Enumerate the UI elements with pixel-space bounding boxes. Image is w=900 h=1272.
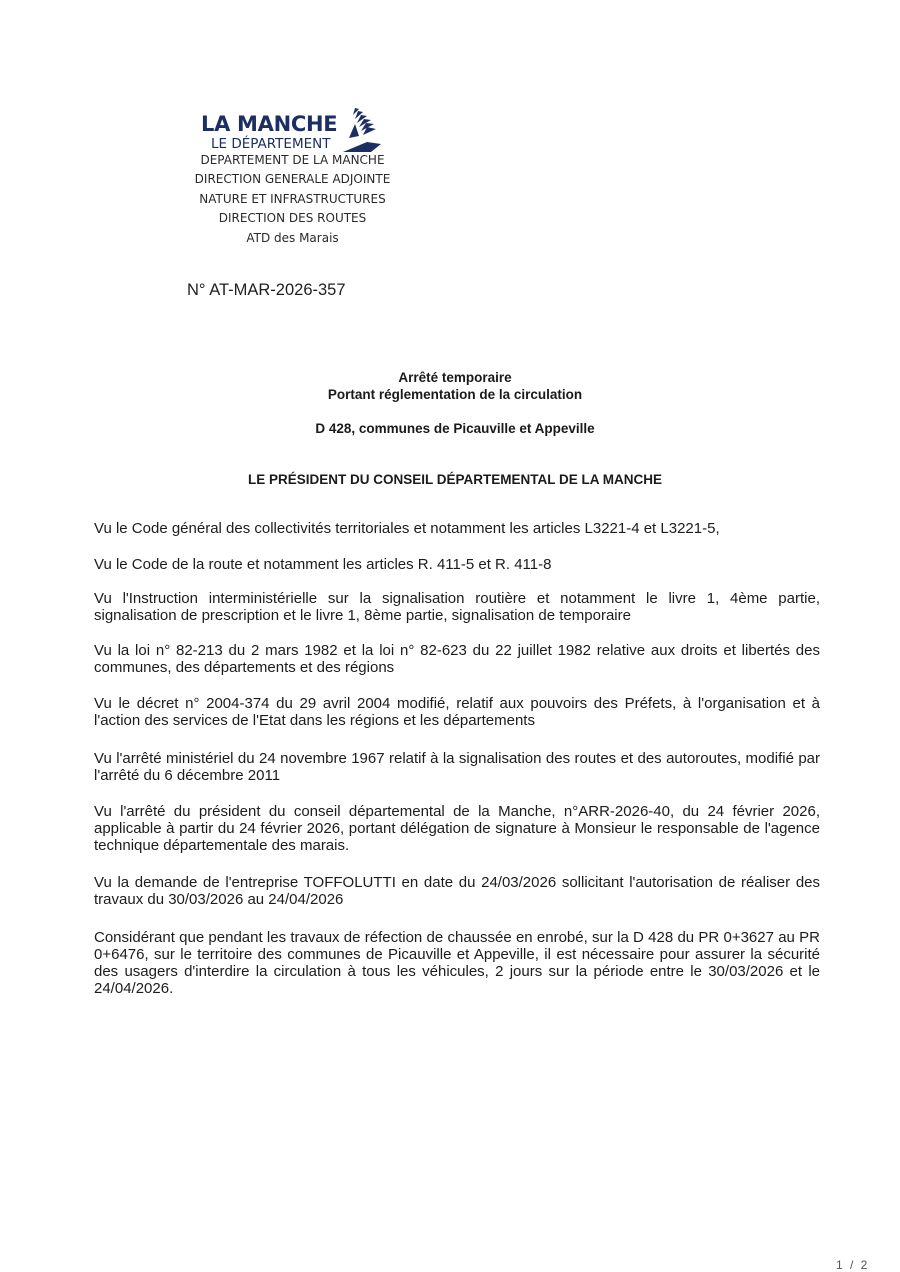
considering-paragraph: Considérant que pendant les travaux de réfection de chaussée en enrobé, sur la D 428 du PR 0+3627 au PR 0+6476, sur le territoire des communes de Picauville et Appeville, il est nécessaire pour assurer la sécurité des usagers d'interdire la circulation à tous les véhicules, 2 jours sur la période entre le 30/03/2026 et le 24/04/2026. xyxy=(94,929,820,997)
decree-subject-title: Portant réglementation de la circulation xyxy=(327,387,583,402)
logo-subtitle: LE DÉPARTEMENT xyxy=(211,136,331,152)
visa-paragraph: Vu l'arrêté ministériel du 24 novembre 1967 relatif à la signalisation des routes et des autoroutes, modifié par l'arrêté du 6 décembre 2011 xyxy=(94,750,820,784)
decree-reference-number: N° AT-MAR-2026-357 xyxy=(187,281,346,299)
authority-heading: LE PRÉSIDENT DU CONSEIL DÉPARTEMENTAL DE LA MANCHE xyxy=(247,472,663,487)
logo-title: LA MANCHE xyxy=(201,112,338,136)
page-number: 1 / 2 xyxy=(836,1258,870,1272)
visa-paragraph: Vu le Code de la route et notamment les articles R. 411-5 et R. 411-8 xyxy=(94,556,552,573)
la-manche-logo xyxy=(201,106,391,154)
visa-paragraph: Vu la demande de l'entreprise TOFFOLUTTI en date du 24/03/2026 sollicitant l'autorisation de réaliser des travaux du 30/03/2026 au 24/04/2026 xyxy=(94,874,820,908)
visa-paragraph: Vu l'Instruction interministérielle sur la signalisation routière et notamment le livre 1, 4ème partie, signalisation de prescription et le livre 1, 8ème partie, signalisation de temporaire xyxy=(94,590,820,624)
visa-paragraph: Vu le décret n° 2004-374 du 29 avril 2004 modifié, relatif aux pouvoirs des Préfets, à l'organisation et à l'action des services de l'Etat dans les régions et les départements xyxy=(94,695,820,729)
department-line: DIRECTION DES ROUTES xyxy=(218,211,367,226)
department-line: ATD des Marais xyxy=(246,230,339,245)
department-line: DEPARTEMENT DE LA MANCHE xyxy=(200,153,385,167)
department-address-block xyxy=(180,151,405,248)
department-line: NATURE ET INFRASTRUCTURES xyxy=(199,191,386,206)
visa-paragraph: Vu le Code général des collectivités territoriales et notamment les articles L3221-4 et L3221-5, xyxy=(94,520,720,537)
sail-emblem-icon xyxy=(341,106,383,154)
visa-paragraph: Vu l'arrêté du président du conseil départemental de la Manche, n°ARR-2026-40, du 24 février 2026, applicable à partir du 24 février 2026, portant délégation de signature à Monsieur le responsable de l'agence technique départementale des marais. xyxy=(94,803,820,854)
decree-type-title: Arrêté temporaire xyxy=(398,370,512,385)
department-line: DIRECTION GENERALE ADJOINTE xyxy=(194,172,391,187)
decree-location-title: D 428, communes de Picauville et Appeville xyxy=(315,421,595,436)
visa-paragraph: Vu la loi n° 82-213 du 2 mars 1982 et la loi n° 82-623 du 22 juillet 1982 relative aux droits et libertés des communes, des départements et des régions xyxy=(94,642,820,676)
